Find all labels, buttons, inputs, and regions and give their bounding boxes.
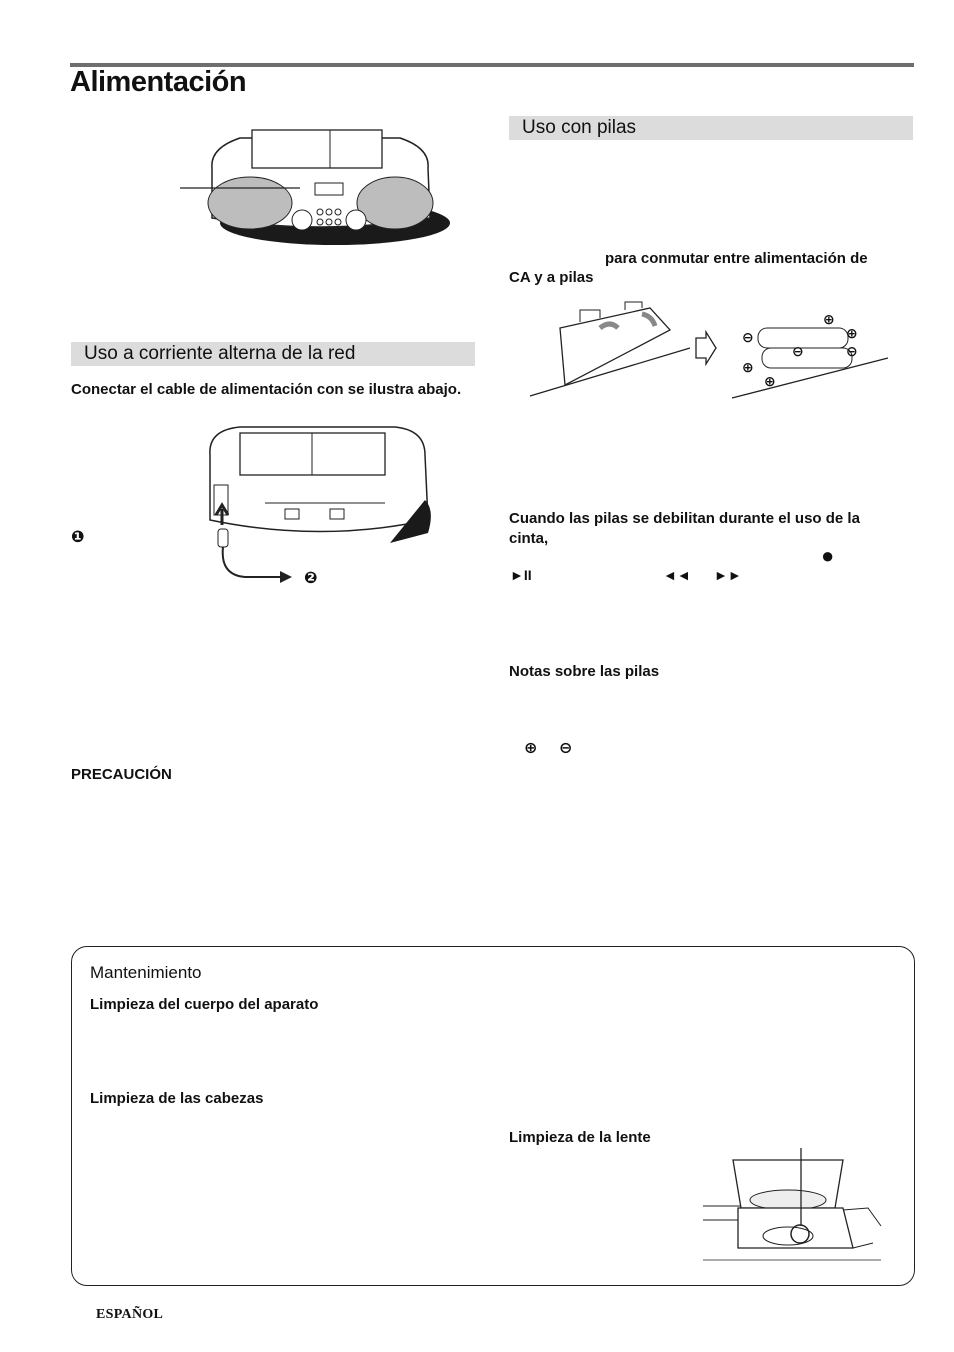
footer-language: ESPAÑOL xyxy=(96,1307,164,1322)
caution-heading: PRECAUCIÓN xyxy=(71,766,172,783)
svg-text:⊕: ⊕ xyxy=(846,326,858,342)
switch-text-line1: para conmutar entre alimentación de xyxy=(605,250,868,267)
svg-text:⊖: ⊖ xyxy=(846,344,858,360)
step-2-marker: ❷ xyxy=(304,570,318,587)
weak-batteries-line1: Cuando las pilas se debilitan durante el uso de la xyxy=(509,510,860,527)
switch-text-line2: CA y a pilas xyxy=(509,269,594,286)
battery-compartment-illustration xyxy=(530,300,890,400)
svg-text:⊖: ⊖ xyxy=(742,330,754,346)
rewind-button-symbol: ◄◄ xyxy=(663,567,691,583)
lens-cleaning-heading: Limpieza de la lente xyxy=(509,1129,651,1146)
record-button-symbol: ● xyxy=(821,543,835,568)
boombox-rear-illustration xyxy=(200,425,440,590)
connect-cable-instruction: Conectar el cable de alimentación con se ilustra abajo. xyxy=(71,381,462,398)
play-pause-button-symbol: ►II xyxy=(510,567,532,583)
fast-forward-button-symbol: ►► xyxy=(714,567,742,583)
cd-lens-illustration xyxy=(703,1148,883,1263)
head-cleaning-heading: Limpieza de las cabezas xyxy=(90,1090,264,1107)
page-title: Alimentación xyxy=(70,66,247,98)
svg-text:⊕: ⊕ xyxy=(764,374,776,390)
boombox-front-illustration xyxy=(180,128,450,248)
svg-text:⊕: ⊕ xyxy=(742,360,754,376)
svg-text:⊕: ⊕ xyxy=(823,312,835,328)
svg-text:⊖: ⊖ xyxy=(792,344,804,360)
step-1-marker: ❶ xyxy=(71,529,85,546)
minus-icon: ⊖ xyxy=(559,740,573,757)
plus-icon: ⊕ xyxy=(524,740,538,757)
weak-batteries-line2: cinta, xyxy=(509,530,549,547)
maintenance-title: Mantenimiento xyxy=(90,963,202,982)
battery-notes-heading: Notas sobre las pilas xyxy=(509,663,660,680)
ac-power-section-heading: Uso a corriente alterna de la red xyxy=(71,342,475,366)
battery-section-heading: Uso con pilas xyxy=(509,116,913,140)
body-cleaning-heading: Limpieza del cuerpo del aparato xyxy=(90,996,319,1013)
